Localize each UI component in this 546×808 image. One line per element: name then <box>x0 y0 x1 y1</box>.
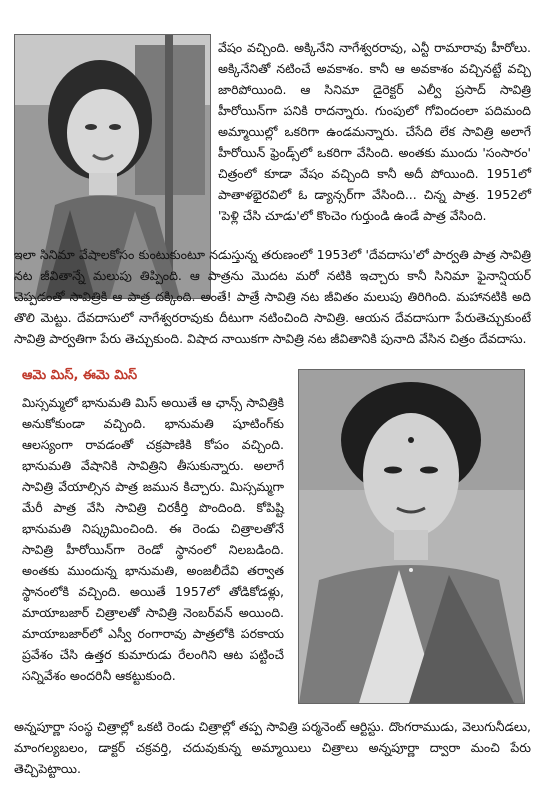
mid-left-paragraph <box>22 392 284 686</box>
article-text-annapurna: అన్నపూర్ణా సంస్థ చిత్రాల్లో ఒకటి రెండు చిత్రాల్లో తప్ప సావిత్రి పర్మనెంట్ ఆర్టిస్టు. దొంగరాముడు, వెలుగునీడలు, మాంగల్యబలం, డాక్టర్ చక్రవర్తి, చదువుకున్న అమ్మాయిలు చిత్రాలు అన్నపూర్ణా ద్వారా మంచి పేరు తెచ్చిపెట్టాయి. <box>14 719 531 776</box>
article-text-missamma: మిస్సమ్మలో భానుమతి మిస్ అయితే ఆ ఛాన్స్ సావిత్రికి అనుకోకుండా వచ్చింది. భానుమతి షూటింగ్‌కు ఆలస్యంగా రావడంతో చక్రపాణికి కోపం వచ్చింది. భానుమతి వేషానికి సావిత్రిని తీసుకున్నారు. అలాగే సావిత్రి వేయాల్సిన పాత్ర జమున కిచ్చారు. మిస్సమ్మగా మేరీ పాత్ర వేసి సావిత్రి చిరకీర్తి పొందింది. కోపిష్టి భానుమతి నిష్క్రమించింది. ఈ రెండు చిత్రాలతోనే సావిత్రి హీరోయిన్‌గా రెండో స్థానంలో నిలబడింది. అంతకు ముందున్న భానుమతి, అంజలీదేవి తర్వాత స్థానంలోకి వచ్చింది. అయితే 1957లో తోడికోడళ్లు, మాయాబజార్ చిత్రాలతో సావిత్రి నెంబర్‌వన్ అయింది. మాయాబజార్‌లో ఎస్వీ రంగారావు పాత్రలోకి పరకాయ ప్రవేశం చేసి ఉత్తర కుమారుడు రేలంగిని ఆట పట్టించే సన్నివేశం అందరినీ ఆకట్టుకుంది. <box>22 395 284 683</box>
top-right-paragraph <box>218 37 531 226</box>
bottom-paragraph <box>14 716 531 779</box>
article-text-devadasu: ఇలా సినిమా వేషాలకోసం కుంటుకుంటూ నడుస్తున్న తరుణంలో 1953లో 'దేవదాసు'లో పార్వతి పాత్ర సావిత్రి నట జీవితాన్నే మలుపు తిప్పింది. ఆ పాత్రను మొదట మరో నటికి ఇచ్చారు కానీ సినిమా ఫైనాన్షియర్ చెప్పడంతో సావిత్రికి ఆ పాత్ర దక్కింది. అంతే! పాత్రే సావిత్రి నట జీవితం మలుపు తిరిగింది. మహానటికి అది తొలి మెట్టు. దేవదాసులో నాగేశ్వరరావుకు దీటుగా నటించింది సావిత్రి. ఆయన దేవదాసుగా పేరుతెచ్చుకుంటే సావిత్రి పార్వతిగా పేరు తెచ్చుకుంది. విషాద నాయికగా సావిత్రి నట జీవితానికి పునాది వేసిన చిత్రం దేవదాసు. <box>14 247 531 346</box>
top-full-paragraph <box>14 244 531 349</box>
article-text-top-right: వేషం వచ్చింది. అక్కినేని నాగేశ్వరరావు, ఎన్టీ రామారావు హీరోలు. అక్కినేనితో నటించే అవకాశం. కానీ ఆ అవకాశం వచ్చినట్టే వచ్చి జారిపోయింది. ఆ సినిమా డైరెక్టర్ ఎల్వీ ప్రసాద్ సావిత్రి హీరోయిన్‌గా పనికి రాదన్నారు. గుంపులో గోవిందంలా పదిమంది అమ్మాయిల్లో ఒకరిగా ఉండమన్నారు. చేసేది లేక సావిత్రి అలాగే హీరోయిన్ ఫ్రెండ్స్‌లో ఒకరిగా వేసింది. అంతకు ముందు 'సంసారం' చిత్రంలో కూడా వేషం వచ్చింది కానీ అదీ పోయింది. 1951లో పాతాళభైరవిలో ఓ డ్యాన్సర్‌గా వేసింది... చిన్న పాత్ర. 1952లో 'పెళ్లి చేసి చూడు'లో కొంచెం గుర్తుండి ఉండే పాత్ర వేసింది. <box>218 40 531 223</box>
section-heading: ఆమె మిస్, ఈమె మిస్ <box>22 368 138 383</box>
savitri-portrait-photo-2 <box>298 369 525 704</box>
